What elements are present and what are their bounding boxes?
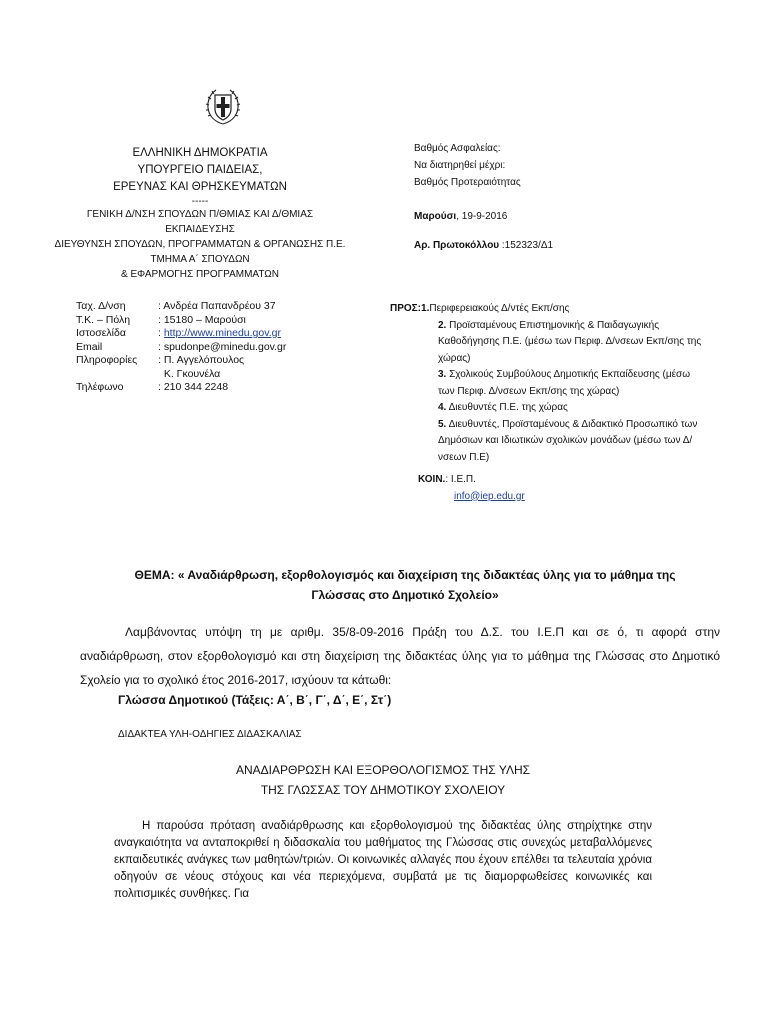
cc-label: ΚΟΙΝ. [418, 474, 446, 485]
recipients-label: ΠΡΟΣ: [390, 303, 422, 314]
intro-paragraph [80, 620, 720, 692]
subject-line-2: Γλώσσας στο Δημοτικό Σχολείο» [311, 588, 499, 602]
contact-row [76, 341, 286, 355]
recipient-number: 2. [438, 319, 447, 331]
subject [90, 565, 720, 605]
recipient-number: 1. [421, 303, 430, 314]
greek-emblem-icon [204, 85, 242, 127]
contact-value [158, 327, 281, 341]
body-text: Η παρούσα πρόταση αναδιάρθρωσης και εξορθολογισμού της διδακτέας ύλης στηρίχτηκε στην αναγκαιότητα να ανταποκριθεί η διδασκαλία του μαθήματος της Γλώσσας στις συνεχώς μεταβαλλόμενες εκπαιδευτικές ανάγκες των μαθητών/τριών. Οι κοινωνικές αλλαγές που έχουν επέλθει τα τελευταία χρόνια οδηγούν σε νέους στόχους και νέα περιεχόμενα, συμβατά με τις διαμορφωθείσες κοινωνικές και πολιτισμικές συνθήκες. Για [114, 820, 652, 900]
republic-title: ΕΛΛΗΝΙΚΗ ΔΗΜΟΚΡΑΤΙΑ [132, 147, 268, 159]
subject-line-1: ΘΕΜΑ: « Αναδιάρθρωση, εξορθολογισμός και διαχείριση της διδακτέας ύλης για το μάθημα της [134, 568, 676, 582]
department-line-3: ΔΙΕΥΘΥΝΣΗ ΣΠΟΥΔΩΝ, ΠΡΟΓΡΑΜΜΑΤΩΝ & ΟΡΓΑΝΩΣΗΣ Π.Ε. [54, 239, 346, 250]
contact-row [76, 327, 286, 341]
contact-value: : Π. Αγγελόπουλος [158, 354, 245, 366]
contact-label: Email [76, 340, 103, 353]
protocol-value: :152323/Δ1 [499, 240, 554, 251]
department-line-4: ΤΜΗΜΑ Α΄ ΣΠΟΥΔΩΝ [150, 254, 250, 265]
recipient-text: Διευθυντές Π.Ε. της χώρας [446, 402, 568, 413]
heading-line-1: ΑΝΑΔΙΑΡΘΡΩΣΗ ΚΑΙ ΕΞΟΡΘΟΛΟΓΙΣΜΟΣ ΤΗΣ ΥΛΗΣ [235, 763, 531, 777]
contact-row [76, 354, 286, 368]
recipient-item [438, 400, 706, 417]
contact-label: Ιστοσελίδα [76, 327, 126, 339]
department-line-2: ΕΚΠΑΙΔΕΥΣΗΣ [165, 224, 235, 235]
recipient-text: Προϊσταμένους Επιστημονικής & Παιδαγωγικής Καθοδήγησης Π.Ε. (μέσω των Περιφ. Δ/νσεων Εκπ/σης της χώρας) [438, 319, 702, 364]
recipient-item [438, 318, 706, 368]
place: Μαρούσι [414, 211, 457, 222]
contact-info [76, 300, 286, 395]
keep-until-label: Να διατηρηθεί μέχρι: [414, 160, 506, 171]
contact-label [76, 368, 158, 382]
heading-line-2: ΤΗΣ ΓΛΩΣΣΑΣ ΤΟΥ ΔΗΜΟΤΙΚΟΥ ΣΧΟΛΕΙΟΥ [260, 783, 506, 797]
department-line-1: ΓΕΝΙΚΗ Δ/ΝΣΗ ΣΠΟΥΔΩΝ Π/ΘΜΙΑΣ ΚΑΙ Δ/ΘΜΙΑΣ [86, 209, 314, 220]
cc-email-row [454, 489, 706, 506]
contact-value: Κ. Γκουνέλα [158, 367, 221, 380]
contact-value: : spudonpe@minedu.gov.gr [158, 340, 287, 353]
contact-value: : 15180 – Μαρούσι [158, 313, 246, 326]
contact-label: Τηλέφωνο [76, 381, 124, 393]
contact-row [76, 368, 286, 382]
website-prefix: : [158, 327, 164, 339]
recipients-block [390, 301, 706, 505]
course-subtitle: Γλώσσα Δημοτικού (Τάξεις: Α΄, Β΄, Γ΄, Δ΄, Ε΄, Στ΄) [118, 693, 392, 707]
website-link[interactable]: http://www.minedu.gov.gr [163, 327, 281, 339]
intro-text: Λαμβάνοντας υπόψη τη με αριθμ. 35/8-09-2016 Πράξη του Δ.Σ. του Ι.Ε.Π και σε ό, τι αφορά στην αναδιάρθρωση, στον εξορθολογισμό και στη διαχείριση της διδακτέας ύλης για το μάθημα της Γλώσσας στο Δημοτικό Σχολείο για το σχολικό έτος 2016-2017, ισχύουν τα κάτωθι: [80, 625, 720, 687]
recipient-number: 4. [438, 402, 447, 413]
ministry-line-2: ΕΡΕΥΝΑΣ ΚΑΙ ΘΡΗΣΚΕΥΜΑΤΩΝ [113, 181, 287, 193]
contact-value: : 210 344 2248 [158, 381, 229, 393]
section-label: ΔΙΔΑΚΤΕΑ ΥΛΗ-ΟΔΗΓΙΕΣ ΔΙΔΑΣΚΑΛΙΑΣ [118, 729, 302, 740]
date: , 19-9-2016 [456, 211, 508, 222]
contact-row [76, 381, 286, 395]
separator: ----- [191, 196, 209, 207]
contact-label: Τ.Κ. – Πόλη [76, 313, 131, 326]
recipient-text: Διευθυντές, Προϊσταμένους & Διδακτικό Προσωπικό των Δημόσιων και Ιδιωτικών σχολικών μονάδων (μέσω των Δ/νσεων Π.Ε) [438, 418, 698, 463]
department-line-5: & ΕΦΑΡΜΟΓΗΣ ΠΡΟΓΡΑΜΜΑΤΩΝ [121, 269, 279, 280]
recipient-text: Σχολικούς Συμβούλους Δημοτικής Εκπαίδευσης (μέσω των Περιφ. Δ/νσεων Εκπ/σης της χώρας) [438, 369, 691, 397]
place-date [414, 210, 507, 223]
body-paragraph [114, 818, 652, 903]
issuer-block [50, 145, 350, 282]
cc-block [418, 472, 706, 489]
contact-value: : Ανδρέα Παπανδρέου 37 [158, 300, 276, 312]
recipient-text: Περιφερειακούς Δ/ντές Εκπ/σης [429, 303, 570, 314]
cc-value: : Ι.Ε.Π. [445, 474, 476, 485]
protocol-label: Αρ. Πρωτοκόλλου [414, 240, 500, 251]
cc-email-link[interactable]: info@iep.edu.gr [454, 490, 525, 502]
recipient-number: 5. [438, 418, 447, 430]
recipient-number: 3. [438, 369, 447, 380]
contact-label: Ταχ. Δ/νση [76, 300, 126, 312]
recipient-item [390, 301, 706, 318]
ministry-line-1: ΥΠΟΥΡΓΕΙΟ ΠΑΙΔΕΙΑΣ, [137, 164, 263, 176]
security-label: Βαθμός Ασφαλείας: [414, 143, 501, 154]
recipient-item [438, 417, 706, 467]
protocol-number [414, 239, 553, 252]
contact-row [76, 300, 286, 314]
contact-row [76, 314, 286, 328]
recipient-item [438, 367, 706, 400]
contact-label: Πληροφορίες [76, 354, 138, 366]
section-heading [150, 760, 616, 800]
priority-label: Βαθμός Προτεραιότητας [414, 177, 521, 188]
